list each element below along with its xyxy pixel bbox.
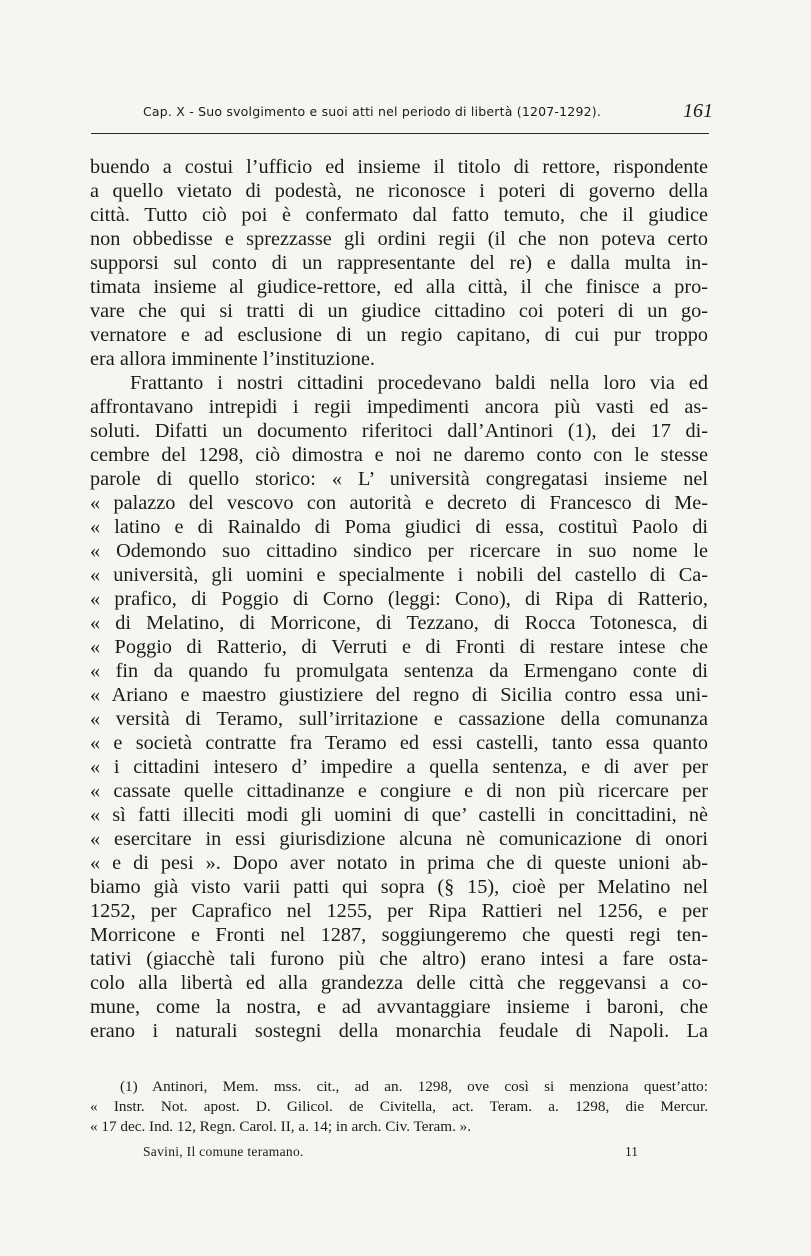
text-line: mune, come la nostra, e ad avvantaggiare insieme i baroni, che [90, 996, 708, 1018]
text-line: città. Tutto ciò poi è confermato dal fatto temuto, che il giudice [90, 204, 708, 226]
text-line: vernatore e ad esclusione di un regio capitano, di cui pur troppo [90, 324, 708, 346]
header-rule [91, 133, 709, 134]
text-line: vare che qui si tratti di un giudice cittadino coi poteri di un go- [90, 300, 708, 322]
text-line: « cassate quelle cittadinanze e congiure e di non più ricercare per [90, 780, 708, 802]
page-number: 161 [683, 100, 713, 122]
text-line: soluti. Difatti un documento riferitoci dall’Antinori (1), dei 17 di- [90, 420, 708, 442]
text-line: « Ariano e maestro giustiziere del regno di Sicilia contro essa uni- [90, 684, 708, 706]
text-line: affrontavano intrepidi i regii impedimenti ancora più vasti ed as- [90, 396, 708, 418]
text-line: buendo a costui l’ufficio ed insieme il titolo di rettore, rispondente [90, 156, 708, 178]
text-line: « università, gli uomini e specialmente i nobili del castello di Ca- [90, 564, 708, 586]
page-header [143, 100, 713, 130]
text-line: « esercitare in essi giurisdizione alcuna nè comunicazione di onori [90, 828, 708, 850]
running-title: Cap. X - Suo svolgimento e suoi atti nel periodo di libertà (1207-1292). [143, 104, 602, 119]
text-line: « versità di Teramo, sull’irritazione e cassazione della comunanza [90, 708, 708, 730]
text-line: « Odemondo suo cittadino sindico per ricercare in suo nome le [90, 540, 708, 562]
text-line: Frattanto i nostri cittadini procedevano baldi nella loro via ed [130, 372, 708, 394]
text-line: cembre del 1298, ciò dimostra e noi ne daremo conto con le stesse [90, 444, 708, 466]
footnote-line: « 17 dec. Ind. 12, Regn. Carol. II, a. 14; in arch. Civ. Teram. ». [90, 1118, 472, 1135]
text-line: « Poggio di Ratterio, di Verruti e di Fronti di restare intese che [90, 636, 708, 658]
body-text [90, 155, 708, 1043]
text-line: « di Melatino, di Morricone, di Tezzano, di Rocca Totonesca, di [90, 612, 708, 634]
text-line: « e società contratte fra Teramo ed essi castelli, tanto essa quanto [90, 732, 708, 754]
text-line: « fin da quando fu promulgata sentenza da Ermengano conte di [90, 660, 708, 682]
text-line: erano i naturali sostegni della monarchia feudale di Napoli. La [90, 1020, 708, 1042]
text-line: non obbedisse e sprezzasse gli ordini regii (il che non poteva certo [90, 228, 708, 250]
printer-signature [143, 1144, 638, 1164]
text-line: tativi (giacchè tali furono più che altro) erano intesi a fare osta- [90, 948, 708, 970]
signature-number: 11 [625, 1144, 638, 1159]
text-line: « e di pesi ». Dopo aver notato in prima che di queste unioni ab- [90, 852, 708, 874]
signature-title: Savini, Il comune teramano. [143, 1144, 304, 1159]
footnote-line: (1) Antinori, Mem. mss. cit., ad an. 1298, ove così si menziona quest’atto: [120, 1078, 708, 1095]
text-line: « i cittadini intesero d’ impedire a quella sentenza, e di aver per [90, 756, 708, 778]
text-line: Morricone e Fronti nel 1287, soggiungeremo che questi regi ten- [90, 924, 708, 946]
text-line: a quello vietato di podestà, ne riconosce i poteri di governo della [90, 180, 708, 202]
text-line: parole di quello storico: « L’ università congregatasi insieme nel [90, 468, 708, 490]
text-line: « prafico, di Poggio di Corno (leggi: Cono), di Ripa di Ratterio, [90, 588, 708, 610]
text-line: supporsi sul conto di un rappresentante del re) e dalla multa in- [90, 252, 708, 274]
footnote-line: « Instr. Not. apost. D. Gilicol. de Civitella, act. Teram. a. 1298, die Mercur. [90, 1098, 708, 1115]
text-line: « sì fatti illeciti modi gli uomini di que’ castelli in concittadini, nè [90, 804, 708, 826]
footnote [90, 1077, 708, 1137]
text-line: timata insieme al giudice-rettore, ed alla città, il che finisce a pro- [90, 276, 708, 298]
text-line: era allora imminente l’instituzione. [90, 348, 375, 370]
text-line: colo alla libertà ed alla grandezza delle città che reggevansi a co- [90, 972, 708, 994]
text-line: « palazzo del vescovo con autorità e decreto di Francesco di Me- [90, 492, 708, 514]
text-line: 1252, per Caprafico nel 1255, per Ripa Rattieri nel 1256, e per [90, 900, 708, 922]
text-line: « latino e di Rainaldo di Poma giudici di essa, costituì Paolo di [90, 516, 708, 538]
text-line: biamo già visto varii patti qui sopra (§ 15), cioè per Melatino nel [90, 876, 708, 898]
